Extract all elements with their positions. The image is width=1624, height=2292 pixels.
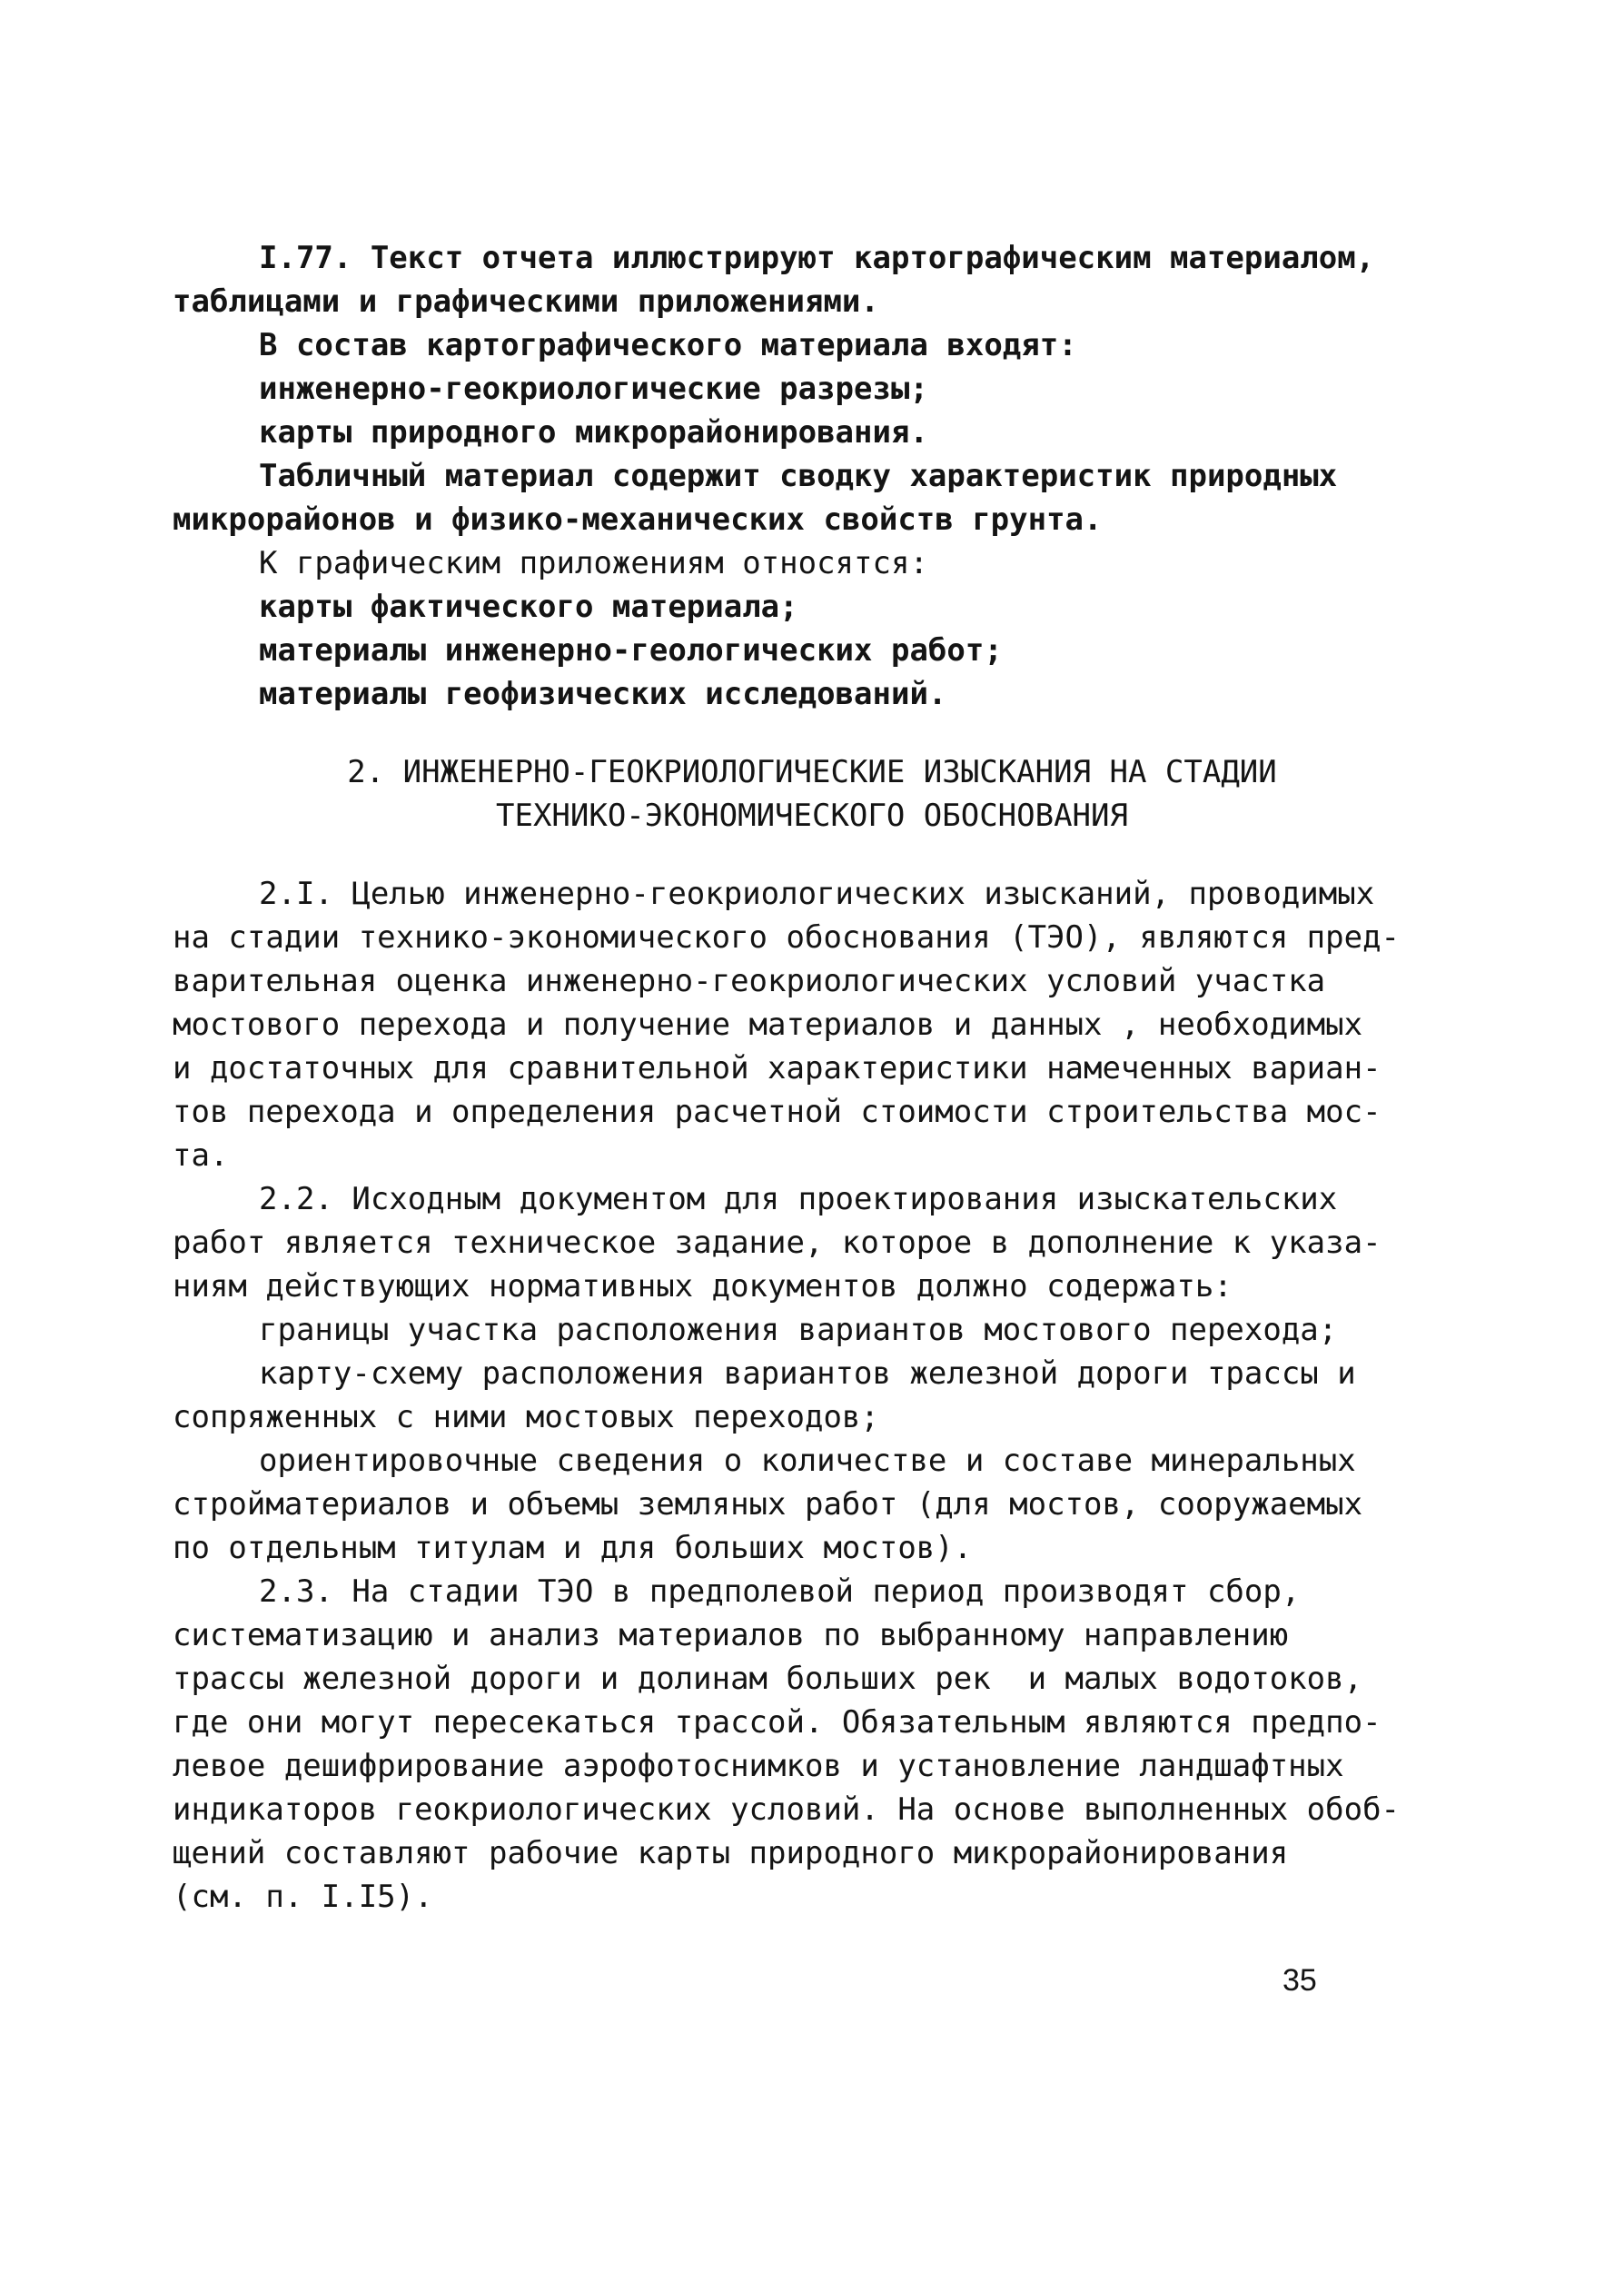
text-line: ориентировочные сведения о количестве и составе минеральных: [259, 1443, 1356, 1479]
text-line: I.77. Текст отчета иллюстрируют картографическим материалом,: [259, 240, 1375, 276]
text-line: на стадии технико-экономического обоснования (ТЭО), являются пред-: [173, 919, 1401, 956]
text-line: 2.3. На стадии ТЭО в предполевой период производят сбор,: [259, 1573, 1301, 1610]
text-line: систематизацию и анализ материалов по выбранному направлению: [173, 1617, 1289, 1653]
text-line: тов перехода и определения расчетной стоимости строительства мос-: [173, 1094, 1381, 1130]
page-number: 35: [1282, 1963, 1317, 1998]
text-line: ниям действующих нормативных документов должно содержать:: [173, 1268, 1233, 1305]
text-line: мостового перехода и получение материалов и данных , необходимых: [173, 1007, 1363, 1043]
text-line: трассы железной дороги и долинам больших рек и малых водотоков,: [173, 1661, 1363, 1697]
section-heading-line-1: 2. ИНЖЕНЕРНО-ГЕОКРИОЛОГИЧЕСКИЕ ИЗЫСКАНИЯ НА СТАДИИ: [347, 754, 1277, 790]
text-line: таблицами и графическими приложениями.: [173, 283, 879, 320]
text-line: В состав картографического материала входят:: [259, 327, 1077, 363]
text-line: работ является техническое задание, которое в дополнение к указа-: [173, 1225, 1381, 1261]
text-line: сопряженных с ними мостовых переходов;: [173, 1399, 879, 1435]
text-line: К графическим приложениям относятся:: [259, 545, 928, 581]
text-line: материалы инженерно-геологических работ;: [259, 632, 1003, 669]
text-line: стройматериалов и объемы земляных работ (для мостов, сооружаемых: [173, 1486, 1363, 1523]
text-line: микрорайонов и физико-механических свойств грунта.: [173, 501, 1103, 538]
text-line: 2.I. Целью инженерно-геокриологических изысканий, проводимых: [259, 876, 1375, 912]
text-line: инженерно-геокриологические разрезы;: [259, 371, 928, 407]
text-line: варительная оценка инженерно-геокриологических условий участка: [173, 963, 1326, 999]
text-line: границы участка расположения вариантов мостового перехода;: [259, 1312, 1338, 1348]
section-heading-line-2: ТЕХНИКО-ЭКОНОМИЧЕСКОГО ОБОСНОВАНИЯ: [496, 798, 1128, 834]
text-line: та.: [173, 1137, 229, 1174]
text-line: карты природного микрорайонирования.: [259, 414, 928, 451]
text-line: по отдельным титулам и для больших мостов).: [173, 1530, 973, 1566]
text-line: где они могут пересекаться трассой. Обязательным являются предпо-: [173, 1704, 1381, 1741]
text-line: (см. п. I.I5).: [173, 1879, 433, 1915]
text-line: левое дешифрирование аэрофотоснимков и установление ландшафтных: [173, 1748, 1344, 1784]
text-line: и достаточных для сравнительной характеристики намеченных вариан-: [173, 1050, 1381, 1086]
text-line: щений составляют рабочие карты природного микрорайонирования: [173, 1835, 1289, 1871]
text-line: карту-схему расположения вариантов железной дороги трассы и: [259, 1355, 1356, 1392]
text-line: индикаторов геокриологических условий. На основе выполненных обоб-: [173, 1791, 1401, 1828]
text-line: 2.2. Исходным документом для проектирования изыскательских: [259, 1181, 1338, 1217]
text-line: материалы геофизических исследований.: [259, 676, 947, 712]
text-line: Табличный материал содержит сводку характеристик природных: [259, 458, 1338, 494]
text-line: карты фактического материала;: [259, 589, 798, 625]
